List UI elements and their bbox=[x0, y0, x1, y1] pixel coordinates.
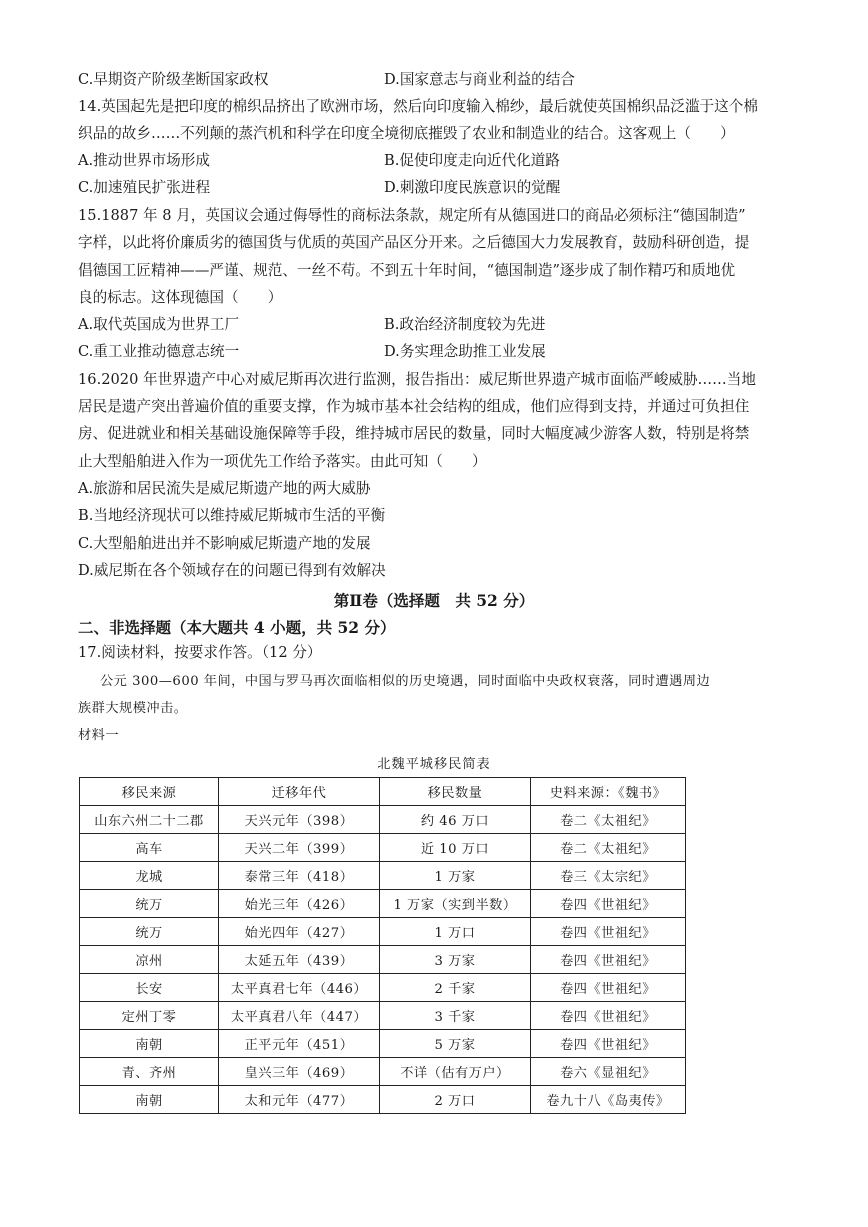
cell-year: 太和元年（477） bbox=[219, 1086, 380, 1114]
table-row bbox=[80, 862, 686, 890]
q14-stem-line-1: 14.英国起先是把印度的棉织品挤出了欧洲市场，然后向印度输入棉纱，最后就使英国棉织品泛滥于这个棉 bbox=[78, 98, 758, 115]
q16-stem-line-4: 止大型船舶进入作为一项优先工作给予落实。由此可知（ ） bbox=[78, 453, 487, 470]
cell-reference: 卷四《世祖纪》 bbox=[531, 1030, 686, 1058]
table-row bbox=[80, 1030, 686, 1058]
table-row bbox=[80, 806, 686, 834]
cell-reference: 卷九十八《岛夷传》 bbox=[531, 1086, 686, 1114]
cell-count: 1 万家（实到半数） bbox=[380, 890, 531, 918]
q16-stem-line-2: 居民是遗产突出普遍价值的重要支撑，作为城市基本社会结构的组成，他们应得到支持，并通过可负担住 bbox=[78, 398, 750, 415]
table-row bbox=[80, 946, 686, 974]
cell-source: 南朝 bbox=[80, 1086, 219, 1114]
q14-option-c: C.加速殖民扩张进程 bbox=[78, 179, 211, 196]
cell-source: 龙城 bbox=[80, 862, 219, 890]
header-count: 移民数量 bbox=[380, 778, 531, 806]
cell-count: 近 10 万口 bbox=[380, 834, 531, 862]
q14-option-b: B.促使印度走向近代化道路 bbox=[384, 152, 560, 169]
table-row bbox=[80, 890, 686, 918]
section2-heading: 二、非选择题（本大题共 4 小题，共 52 分） bbox=[78, 618, 396, 637]
cell-count: 5 万家 bbox=[380, 1030, 531, 1058]
q15-stem-line-4: 良的标志。这体现德国（ ） bbox=[78, 289, 283, 306]
cell-source: 南朝 bbox=[80, 1030, 219, 1058]
q13-option-d: D.国家意志与商业利益的结合 bbox=[384, 71, 575, 88]
cell-year: 始光三年（426） bbox=[219, 890, 380, 918]
q17-stem: 17.阅读材料，按要求作答。（12 分） bbox=[78, 644, 322, 661]
cell-year: 太延五年（439） bbox=[219, 946, 380, 974]
cell-count: 不详（估有万户） bbox=[380, 1058, 531, 1086]
q16-stem-line-3: 房、促进就业和相关基础设施保障等手段，维持城市居民的数量，同时大幅度减少游客人数，特别是将禁 bbox=[78, 425, 750, 442]
table-title: 北魏平城移民简表 bbox=[377, 757, 491, 772]
cell-reference: 卷四《世祖纪》 bbox=[531, 890, 686, 918]
q16-option-a: A.旅游和居民流失是威尼斯遗产地的两大威胁 bbox=[78, 480, 371, 497]
q16-stem-line-1: 16.2020 年世界遗产中心对威尼斯再次进行监测，报告指出：威尼斯世界遗产城市面临严峻威胁……当地 bbox=[78, 371, 756, 388]
cell-source: 长安 bbox=[80, 974, 219, 1002]
cell-source: 统万 bbox=[80, 890, 219, 918]
q17-intro-line-1: 公元 300—600 年间，中国与罗马再次面临相似的历史境遇，同时面临中央政权衰落，同时遭遇周边 bbox=[100, 674, 711, 689]
table-row bbox=[80, 974, 686, 1002]
part2-title: 第Ⅱ卷（选择题 共 52 分） bbox=[333, 591, 535, 610]
table-row bbox=[80, 1058, 686, 1086]
migration-table bbox=[79, 777, 686, 1114]
q15-option-c: C.重工业推动德意志统一 bbox=[78, 343, 240, 360]
cell-reference: 卷六《显祖纪》 bbox=[531, 1058, 686, 1086]
table-row bbox=[80, 1086, 686, 1114]
cell-year: 天兴二年（399） bbox=[219, 834, 380, 862]
q15-stem-line-2: 字样，以此将价廉质劣的德国货与优质的英国产品区分开来。之后德国大力发展教育，鼓励科研创造，提 bbox=[78, 234, 750, 251]
cell-source: 山东六州二十二郡 bbox=[80, 806, 219, 834]
cell-reference: 卷四《世祖纪》 bbox=[531, 1002, 686, 1030]
table-header-row bbox=[80, 778, 686, 806]
cell-reference: 卷三《太宗纪》 bbox=[531, 862, 686, 890]
cell-count: 1 万口 bbox=[380, 918, 531, 946]
q14-option-d: D.刺激印度民族意识的觉醒 bbox=[384, 179, 561, 196]
q15-option-b: B.政治经济制度较为先进 bbox=[384, 316, 546, 333]
q16-option-c: C.大型船舶进出并不影响威尼斯遗产地的发展 bbox=[78, 535, 371, 552]
q14-option-a: A.推动世界市场形成 bbox=[78, 152, 210, 169]
cell-year: 太平真君八年（447） bbox=[219, 1002, 380, 1030]
cell-count: 约 46 万口 bbox=[380, 806, 531, 834]
q16-option-b: B.当地经济现状可以维持威尼斯城市生活的平衡 bbox=[78, 507, 386, 524]
cell-count: 2 千家 bbox=[380, 974, 531, 1002]
cell-year: 天兴元年（398） bbox=[219, 806, 380, 834]
header-source: 移民来源 bbox=[80, 778, 219, 806]
cell-count: 3 千家 bbox=[380, 1002, 531, 1030]
q15-option-a: A.取代英国成为世界工厂 bbox=[78, 316, 240, 333]
q16-option-d: D.威尼斯在各个领域存在的问题已得到有效解决 bbox=[78, 562, 386, 579]
cell-reference: 卷四《世祖纪》 bbox=[531, 946, 686, 974]
cell-year: 皇兴三年（469） bbox=[219, 1058, 380, 1086]
cell-source: 凉州 bbox=[80, 946, 219, 974]
cell-source: 定州丁零 bbox=[80, 1002, 219, 1030]
material-one-label: 材料一 bbox=[78, 728, 120, 743]
cell-reference: 卷二《太祖纪》 bbox=[531, 806, 686, 834]
cell-count: 3 万家 bbox=[380, 946, 531, 974]
table-row bbox=[80, 834, 686, 862]
table-row bbox=[80, 1002, 686, 1030]
q14-stem-line-2: 织品的故乡……不列颠的蒸汽机和科学在印度全境彻底摧毁了农业和制造业的结合。这客观上（ ） bbox=[78, 125, 735, 142]
cell-count: 1 万家 bbox=[380, 862, 531, 890]
cell-reference: 卷四《世祖纪》 bbox=[531, 918, 686, 946]
cell-year: 始光四年（427） bbox=[219, 918, 380, 946]
cell-reference: 卷四《世祖纪》 bbox=[531, 974, 686, 1002]
q15-stem-line-3: 倡德国工匠精神——严谨、规范、一丝不苟。不到五十年时间，“德国制造”逐步成了制作精巧和质地优 bbox=[78, 262, 736, 279]
header-reference: 史料来源：《魏书》 bbox=[531, 778, 686, 806]
q17-intro-line-2: 族群大规模冲击。 bbox=[78, 701, 188, 716]
q15-option-d: D.务实理念助推工业发展 bbox=[384, 343, 546, 360]
cell-year: 太平真君七年（446） bbox=[219, 974, 380, 1002]
cell-reference: 卷二《太祖纪》 bbox=[531, 834, 686, 862]
table-row bbox=[80, 918, 686, 946]
cell-year: 正平元年（451） bbox=[219, 1030, 380, 1058]
cell-count: 2 万口 bbox=[380, 1086, 531, 1114]
cell-source: 高车 bbox=[80, 834, 219, 862]
header-year: 迁移年代 bbox=[219, 778, 380, 806]
cell-source: 青、齐州 bbox=[80, 1058, 219, 1086]
q15-stem-line-1: 15.1887 年 8 月，英国议会通过侮辱性的商标法条款，规定所有从德国进口的商品必须标注“德国制造” bbox=[78, 207, 746, 224]
cell-source: 统万 bbox=[80, 918, 219, 946]
cell-year: 泰常三年（418） bbox=[219, 862, 380, 890]
q13-option-c: C.早期资产阶级垄断国家政权 bbox=[78, 71, 269, 88]
